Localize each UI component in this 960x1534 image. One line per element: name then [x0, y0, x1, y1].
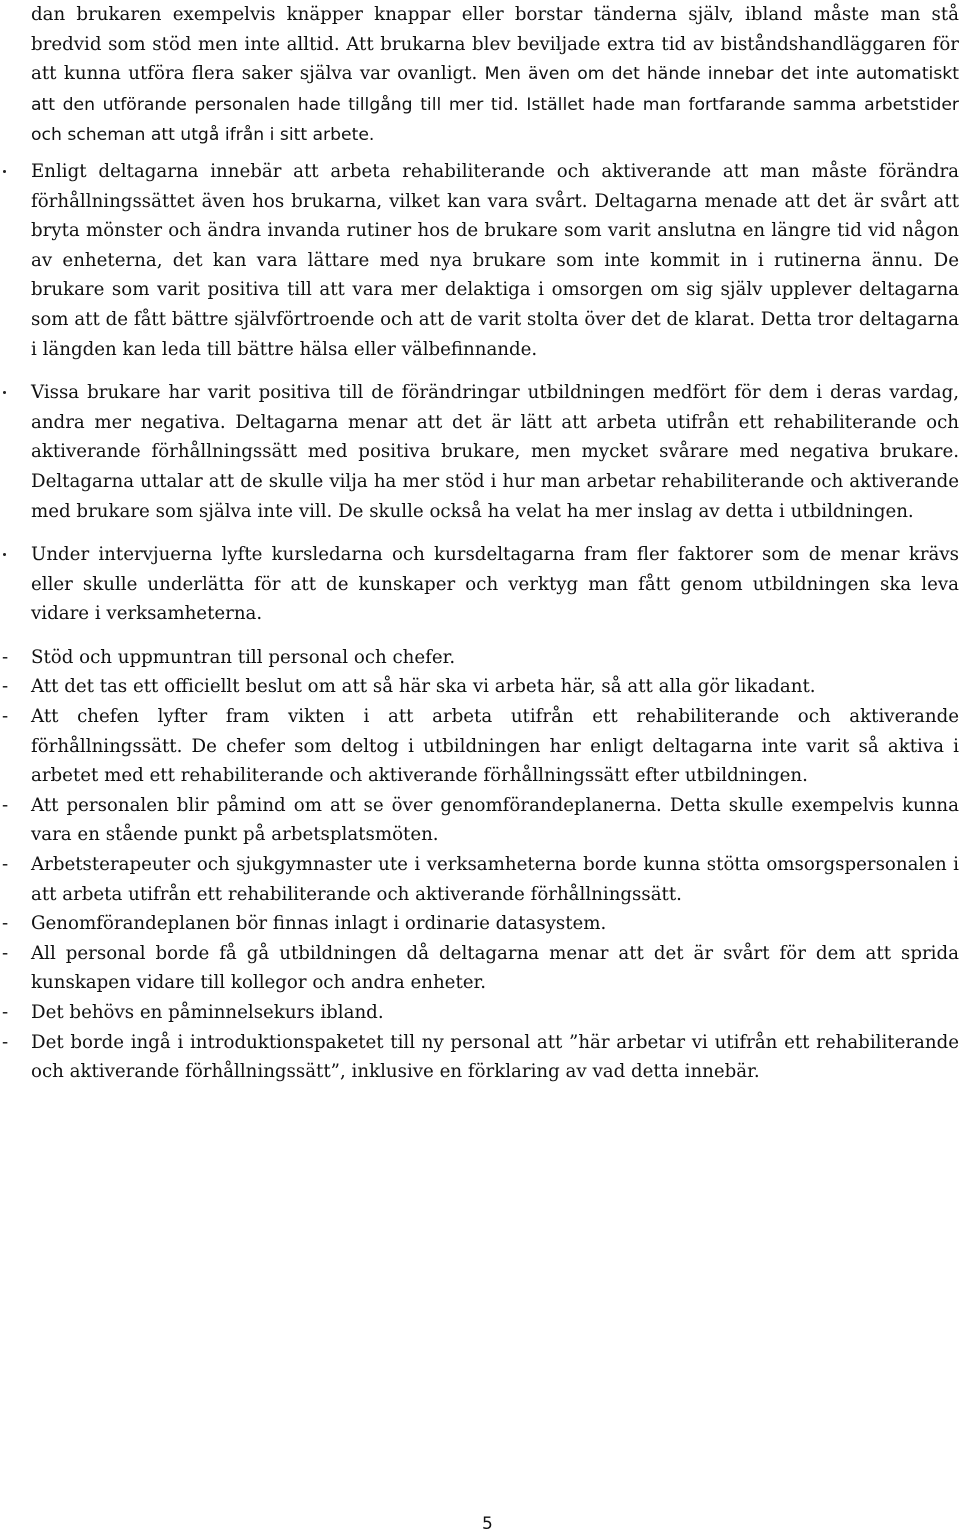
dash-list-item — [2, 1028, 959, 1087]
dash-list-item — [2, 850, 959, 909]
dash-marker: - — [2, 706, 9, 728]
dash-list — [2, 643, 959, 1087]
bullet-item — [31, 378, 959, 526]
dash-marker: - — [2, 942, 9, 964]
dash-item-text: Att personalen blir påmind om att se över genomförandeplanerna. Detta skulle exempelvis kunna vara en stående punkt på arbetsplatsmöten. — [31, 794, 959, 846]
dash-item-text: Det borde ingå i introduktionspaketet till ny personal att ”här arbetar vi utifrån ett rehabiliterande och aktiverande förhållningssätt”, inklusive en förklaring av vad detta innebär. — [31, 1031, 959, 1083]
bullet-text: Vissa brukare har varit positiva till de förändringar utbildningen medfört för dem i deras vardag, andra mer negativa. Deltagarna menar att det är lätt att arbeta utifrån ett rehabiliterande och aktiverande förhållningssätt med positiva brukare, men mycket svårare med negativa brukare. Deltagarna uttalar att de skulle vilja ha mer stöd i hur man arbetar rehabiliterande och aktiverande med brukare som själva inte vill. De skulle också ha velat ha mer inslag av detta i utbildningen. — [31, 382, 959, 522]
dash-item-text: Genomförandeplanen bör finnas inlagt i ordinarie datasystem. — [31, 913, 607, 935]
dash-list-item — [2, 998, 959, 1028]
dash-list-item — [2, 939, 959, 998]
page-body — [2, 0, 959, 1087]
bullet-item — [31, 157, 959, 364]
intro-paragraph — [31, 0, 959, 151]
dash-marker: - — [2, 1002, 9, 1023]
dash-marker: - — [2, 646, 9, 668]
dash-item-text: Att det tas ett officiellt beslut om att så här ska vi arbeta här, så att alla gör likadant. — [31, 676, 816, 698]
bullet-text: Enligt deltagarna innebär att arbeta rehabiliterande och aktiverande att man måste förändra förhållningssättet även hos brukarna, vilket kan vara svårt. Deltagarna menade att det är svårt att bryta mönster och ändra invanda rutiner hos de brukare som varit anslutna en längre tid vid någon av enheterna, det kan vara lättare med nya brukare som inte kommit in i rutinerna ännu. De brukare som varit positiva till att vara mer delaktiga i omsorgen om sig själv upplever deltagarna som att de fått bättre självförtroende och att de varit stolta över det de klarat. Detta tror deltagarna i längden kan leda till bättre hälsa eller välbefinnande. — [31, 160, 959, 360]
bullet-dot-icon — [3, 170, 6, 173]
bullet-text: Under intervjuerna lyfte kursledarna och kursdeltagarna fram fler faktorer som de menar krävs eller skulle underlätta för att de kunskaper och verktyg man fått genom utbildningen ska leva vidare i verksamheterna. — [31, 544, 959, 625]
dash-list-item — [2, 643, 959, 673]
intro-serif-text: dan brukaren exempelvis knäpper knappar eller borstar tänderna själv, ibland måste man stå bredvid som stöd men inte alltid. Att brukarna blev beviljade extra tid av biståndshandläggaren för att kunna utföra flera saker själva var ovanligt. — [31, 4, 959, 85]
dash-item-text: Stöd och uppmuntran till personal och chefer. — [31, 646, 456, 668]
dash-marker: - — [2, 1031, 9, 1053]
dash-marker: - — [2, 794, 9, 816]
dash-item-text: Att chefen lyfter fram vikten i att arbeta utifrån ett rehabiliterande och aktiverande förhållningssätt. De chefer som deltog i utbildningen har enligt deltagarna inte varit så aktiva i arbetet med ett rehabiliterande och aktiverande förhållningssätt efter utbildningen. — [31, 706, 959, 787]
bullet-dot-icon — [3, 553, 6, 556]
dash-item-text: All personal borde få gå utbildningen då deltagarna menar att det är svårt för dem att sprida kunskapen vidare till kollegor och andra enheter. — [31, 942, 959, 994]
dash-list-item — [2, 702, 959, 791]
dash-marker: - — [2, 913, 9, 935]
dash-list-item — [2, 909, 959, 939]
bullet-dot-icon — [3, 391, 6, 394]
intro-sans-text: Men även om det hände innebar det inte automatiskt att den utförande personalen hade tillgång till mer tid. Istället hade man fortfarande samma arbetstider och scheman att utgå ifrån i sitt arbete. — [31, 64, 959, 146]
dash-list-item — [2, 791, 959, 850]
dash-item-text: Det behövs en påminnelsekurs ibland. — [31, 1002, 384, 1023]
dash-marker: - — [2, 676, 9, 698]
dash-marker: - — [2, 854, 9, 876]
bullet-item — [31, 540, 959, 629]
dash-item-text: Arbetsterapeuter och sjukgymnaster ute i verksamheterna borde kunna stötta omsorgspersonalen i att arbeta utifrån ett rehabiliterande och aktiverande förhållningssätt. — [31, 854, 959, 905]
dash-list-item — [2, 672, 959, 702]
page-number: 5 — [482, 1514, 493, 1534]
